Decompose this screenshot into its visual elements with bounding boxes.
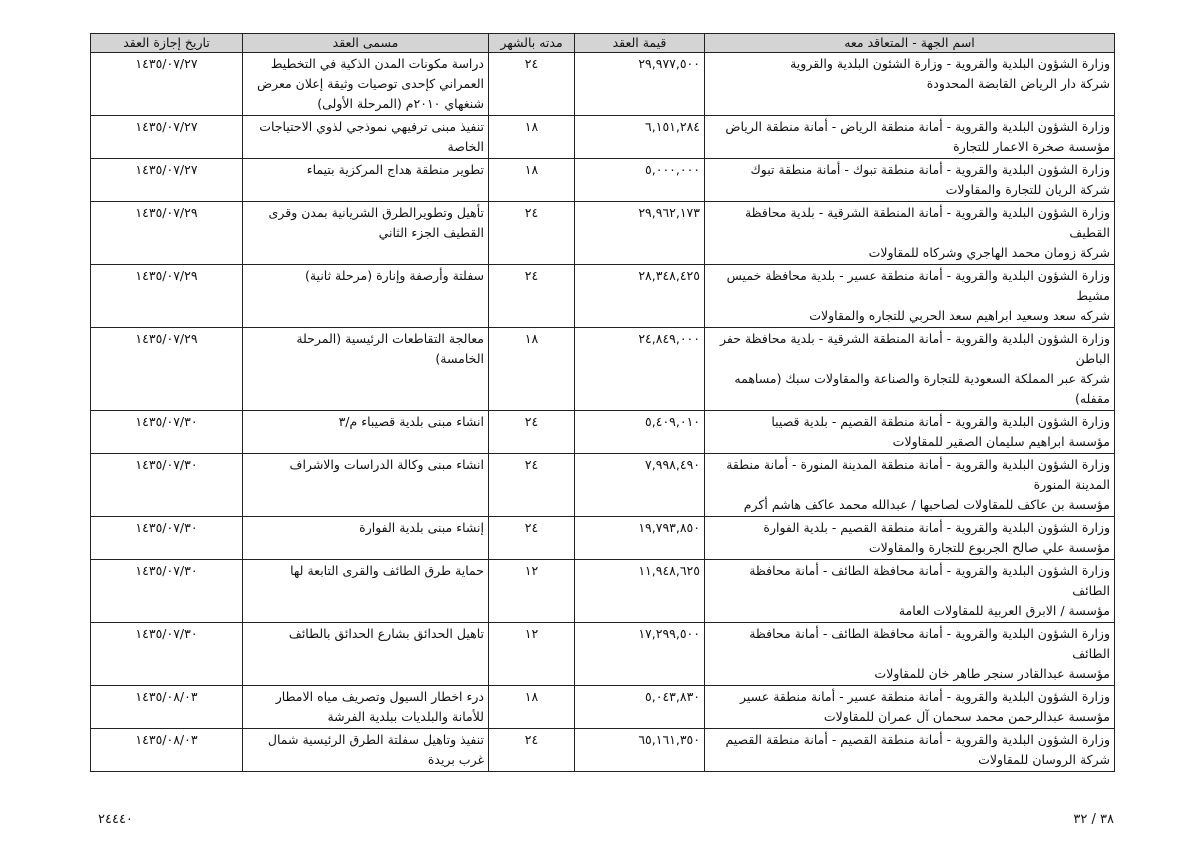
party-cell bbox=[705, 517, 1115, 560]
duration-cell: ١٨ bbox=[489, 686, 575, 729]
document-number: ٢٤٤٤٠ bbox=[98, 812, 133, 827]
table-row bbox=[91, 53, 1115, 116]
contract-name-cell: تأهيل وتطويرالطرق الشريانية بمدن وقرى القطيف الجزء الثاني bbox=[243, 202, 489, 265]
party-cell bbox=[705, 729, 1115, 772]
table-row bbox=[91, 560, 1115, 623]
party-entity: وزارة الشؤون البلدية والقروية - أمانة المنطقة الشرقية - بلدية محافظة حفر الباطن bbox=[720, 331, 1110, 366]
party-contractor: مؤسسة / الابرق العربية للمقاولات العامة bbox=[898, 603, 1110, 618]
party-cell bbox=[705, 411, 1115, 454]
award-date-cell: ١٤٣٥/٠٧/٣٠ bbox=[91, 560, 243, 623]
value-cell: ٦٥,١٦١,٣٥٠ bbox=[575, 729, 705, 772]
table-row bbox=[91, 623, 1115, 686]
value-cell: ١٩,٧٩٣,٨٥٠ bbox=[575, 517, 705, 560]
table-body bbox=[91, 53, 1115, 772]
party-contractor: شركة دار الرياض القابضة المحدودة bbox=[926, 76, 1110, 91]
award-date-cell: ١٤٣٥/٠٧/٣٠ bbox=[91, 411, 243, 454]
duration-cell: ٢٤ bbox=[489, 729, 575, 772]
duration-cell: ٢٤ bbox=[489, 202, 575, 265]
contract-name-cell: تاهيل الحدائق بشارع الحدائق بالطائف bbox=[243, 623, 489, 686]
award-date-cell: ١٤٣٥/٠٧/٢٧ bbox=[91, 159, 243, 202]
party-contractor: شركة عبر المملكة السعودية للتجارة والصناعة والمقاولات سبك (مساهمه مقفله) bbox=[734, 371, 1110, 406]
value-cell: ٦,١٥١,٢٨٤ bbox=[575, 116, 705, 159]
party-entity: وزارة الشؤون البلدية والقروية - أمانة منطقة عسير - أمانة منطقة عسير bbox=[739, 689, 1110, 704]
table-row bbox=[91, 729, 1115, 772]
award-date-cell: ١٤٣٥/٠٧/٣٠ bbox=[91, 454, 243, 517]
party-cell bbox=[705, 328, 1115, 411]
contract-name-cell: دراسة مكونات المدن الذكية في التخطيط العمراني كإحدى توصيات وثيقة إعلان معرض شنغهاي ٢٠١٠م (المرحلة الأولى) bbox=[243, 53, 489, 116]
page-footer bbox=[0, 812, 1200, 836]
party-contractor: مؤسسة بن عاكف للمقاولات لصاحبها / عبدالله محمد عاكف هاشم أكرم bbox=[743, 497, 1110, 512]
value-cell: ٢٤,٨٤٩,٠٠٠ bbox=[575, 328, 705, 411]
header-award-date: تاريخ إجازة العقد bbox=[91, 34, 243, 53]
contract-name-cell: معالجة التقاطعات الرئيسية (المرحلة الخامسة) bbox=[243, 328, 489, 411]
party-cell bbox=[705, 265, 1115, 328]
party-contractor: شركة الروسان للمقاولات bbox=[978, 752, 1110, 767]
award-date-cell: ١٤٣٥/٠٧/٢٩ bbox=[91, 202, 243, 265]
table-row bbox=[91, 116, 1115, 159]
header-value: قيمة العقد bbox=[575, 34, 705, 53]
award-date-cell: ١٤٣٥/٠٧/٢٧ bbox=[91, 53, 243, 116]
party-contractor: مؤسسة صخرة الاعمار للتجارة bbox=[953, 139, 1110, 154]
contract-name-cell: انشاء مبنى بلدية قصيباء م/٣ bbox=[243, 411, 489, 454]
party-entity: وزارة الشؤون البلدية والقروية - أمانة المنطقة الشرقية - بلدية محافظة القطيف bbox=[744, 205, 1110, 240]
contract-name-cell: درء اخطار السيول وتصريف مياه الامطار للأمانة والبلديات ببلدية الفرشة bbox=[243, 686, 489, 729]
table-row bbox=[91, 202, 1115, 265]
contract-name-cell: حماية طرق الطائف والقرى التابعة لها bbox=[243, 560, 489, 623]
table-row bbox=[91, 265, 1115, 328]
award-date-cell: ١٤٣٥/٠٧/٣٠ bbox=[91, 517, 243, 560]
contract-name-cell: إنشاء مبنى بلدية الفوارة bbox=[243, 517, 489, 560]
header-contract-name: مسمى العقد bbox=[243, 34, 489, 53]
value-cell: ٥,٤٠٩,٠١٠ bbox=[575, 411, 705, 454]
duration-cell: ١٨ bbox=[489, 159, 575, 202]
value-cell: ١٧,٢٩٩,٥٠٠ bbox=[575, 623, 705, 686]
party-entity: وزارة الشؤون البلدية والقروية - أمانة منطقة القصيم - بلدية قصيبا bbox=[771, 414, 1110, 429]
party-contractor: شركة الريان للتجارة والمقاولات bbox=[945, 182, 1110, 197]
contract-name-cell: تطوير منطقة هداج المركزية بتيماء bbox=[243, 159, 489, 202]
contracts-table bbox=[90, 33, 1115, 772]
award-date-cell: ١٤٣٥/٠٧/٢٩ bbox=[91, 265, 243, 328]
value-cell: ٥,٠٤٣,٨٣٠ bbox=[575, 686, 705, 729]
header-party: اسم الجهة - المتعاقد معه bbox=[705, 34, 1115, 53]
party-entity: وزارة الشؤون البلدية والقروية - أمانة منطقة عسير - بلدية محافظة خميس مشيط bbox=[726, 268, 1110, 303]
table-row bbox=[91, 159, 1115, 202]
duration-cell: ١٨ bbox=[489, 116, 575, 159]
party-cell bbox=[705, 623, 1115, 686]
party-contractor: مؤسسة عبدالرحمن محمد سحمان آل عمران للمقاولات bbox=[823, 709, 1110, 724]
party-entity: وزارة الشؤون البلدية والقروية - وزارة الشئون البلدية والقروية bbox=[790, 56, 1110, 71]
party-cell bbox=[705, 686, 1115, 729]
duration-cell: ٢٤ bbox=[489, 454, 575, 517]
award-date-cell: ١٤٣٥/٠٨/٠٣ bbox=[91, 729, 243, 772]
party-cell bbox=[705, 116, 1115, 159]
table-header bbox=[91, 34, 1115, 53]
table-row bbox=[91, 411, 1115, 454]
value-cell: ٥,٠٠٠,٠٠٠ bbox=[575, 159, 705, 202]
duration-cell: ٢٤ bbox=[489, 265, 575, 328]
party-entity: وزارة الشؤون البلدية والقروية - أمانة محافظة الطائف - أمانة محافظة الطائف bbox=[749, 626, 1110, 661]
table-row bbox=[91, 517, 1115, 560]
party-cell bbox=[705, 53, 1115, 116]
party-cell bbox=[705, 560, 1115, 623]
party-contractor: مؤسسة ابراهيم سليمان الصقير للمقاولات bbox=[892, 434, 1110, 449]
contract-name-cell: تنفيذ وتاهيل سفلتة الطرق الرئيسية شمال غرب بريدة bbox=[243, 729, 489, 772]
header-duration: مدته بالشهر bbox=[489, 34, 575, 53]
duration-cell: ١٨ bbox=[489, 328, 575, 411]
party-contractor: مؤسسة عبدالقادر سنجر طاهر خان للمقاولات bbox=[874, 666, 1110, 681]
party-entity: وزارة الشؤون البلدية والقروية - أمانة منطقة القصيم - أمانة منطقة القصيم bbox=[725, 732, 1110, 747]
party-contractor: شركه سعد وسعيد ابراهيم سعد الحربي للتجاره والمقاولات bbox=[809, 308, 1110, 323]
duration-cell: ٢٤ bbox=[489, 411, 575, 454]
party-entity: وزارة الشؤون البلدية والقروية - أمانة منطقة الرياض - أمانة منطقة الرياض bbox=[725, 119, 1110, 134]
value-cell: ٧,٩٩٨,٤٩٠ bbox=[575, 454, 705, 517]
value-cell: ٢٨,٣٤٨,٤٢٥ bbox=[575, 265, 705, 328]
contract-name-cell: انشاء مبنى وكالة الدراسات والاشراف bbox=[243, 454, 489, 517]
page-count: ٣٨ / ٣٢ bbox=[1073, 812, 1114, 827]
party-contractor: مؤسسة علي صالح الجربوع للتجارة والمقاولات bbox=[868, 540, 1110, 555]
award-date-cell: ١٤٣٥/٠٧/٢٧ bbox=[91, 116, 243, 159]
party-cell bbox=[705, 159, 1115, 202]
party-contractor: شركة زومان محمد الهاجري وشركاه للمقاولات bbox=[868, 245, 1110, 260]
duration-cell: ١٢ bbox=[489, 623, 575, 686]
document-page bbox=[90, 33, 1114, 772]
party-entity: وزارة الشؤون البلدية والقروية - أمانة محافظة الطائف - أمانة محافظة الطائف bbox=[749, 563, 1110, 598]
party-entity: وزارة الشؤون البلدية والقروية - أمانة منطقة المدينة المنورة - أمانة منطقة المدينة المنورة bbox=[726, 457, 1110, 492]
award-date-cell: ١٤٣٥/٠٧/٢٩ bbox=[91, 328, 243, 411]
duration-cell: ١٢ bbox=[489, 560, 575, 623]
party-entity: وزارة الشؤون البلدية والقروية - أمانة منطقة تبوك - أمانة منطقة تبوك bbox=[750, 162, 1110, 177]
contract-name-cell: سفلتة وأرصفة وإنارة (مرحلة ثانية) bbox=[243, 265, 489, 328]
table-row bbox=[91, 454, 1115, 517]
table-row bbox=[91, 328, 1115, 411]
party-cell bbox=[705, 454, 1115, 517]
duration-cell: ٢٤ bbox=[489, 517, 575, 560]
duration-cell: ٢٤ bbox=[489, 53, 575, 116]
award-date-cell: ١٤٣٥/٠٧/٣٠ bbox=[91, 623, 243, 686]
table-row bbox=[91, 686, 1115, 729]
party-entity: وزارة الشؤون البلدية والقروية - أمانة منطقة القصيم - بلدية الفوارة bbox=[763, 520, 1110, 535]
contract-name-cell: تنفيذ مبنى ترفيهي نموذجي لذوي الاحتياجات الخاصة bbox=[243, 116, 489, 159]
value-cell: ١١,٩٤٨,٦٢٥ bbox=[575, 560, 705, 623]
party-cell bbox=[705, 202, 1115, 265]
value-cell: ٢٩,٩٧٧,٥٠٠ bbox=[575, 53, 705, 116]
header-row bbox=[91, 34, 1115, 53]
award-date-cell: ١٤٣٥/٠٨/٠٣ bbox=[91, 686, 243, 729]
value-cell: ٢٩,٩٦٢,١٧٣ bbox=[575, 202, 705, 265]
